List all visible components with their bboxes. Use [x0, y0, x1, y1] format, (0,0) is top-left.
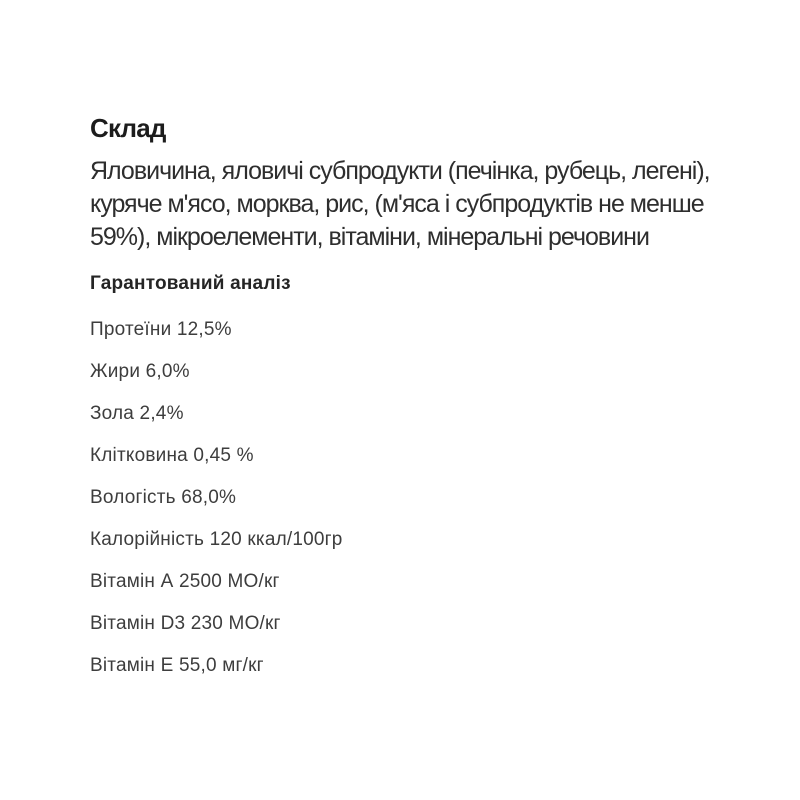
analysis-item-moisture: Вологість 68,0% — [90, 487, 237, 508]
analysis-item-calories: Калорійність 120 ккал/100гр — [90, 529, 343, 550]
analysis-list — [90, 309, 343, 687]
composition-paragraph — [90, 155, 750, 254]
composition-title: Склад — [90, 113, 166, 143]
composition-line: Яловичина, яловичі субпродукти (печінка, рубець, легені), — [90, 157, 710, 185]
analysis-title: Гарантований аналіз — [90, 273, 291, 294]
analysis-item-protein: Протеїни 12,5% — [90, 319, 232, 340]
composition-line: куряче м'ясо, морква, рис, (м'яса і субпродуктів не менше — [90, 190, 704, 218]
analysis-item-vitamin-a: Вітамін А 2500 МО/кг — [90, 571, 280, 592]
composition-line: 59%), мікроелементи, вітаміни, мінеральні речовини — [90, 223, 649, 251]
analysis-item-fiber: Клітковина 0,45 % — [90, 445, 254, 466]
analysis-item-vitamin-e: Вітамін Е 55,0 мг/кг — [90, 655, 264, 676]
analysis-item-fat: Жири 6,0% — [90, 361, 190, 382]
analysis-item-ash: Зола 2,4% — [90, 403, 184, 424]
analysis-item-vitamin-d3: Вітамін D3 230 МО/кг — [90, 613, 281, 634]
